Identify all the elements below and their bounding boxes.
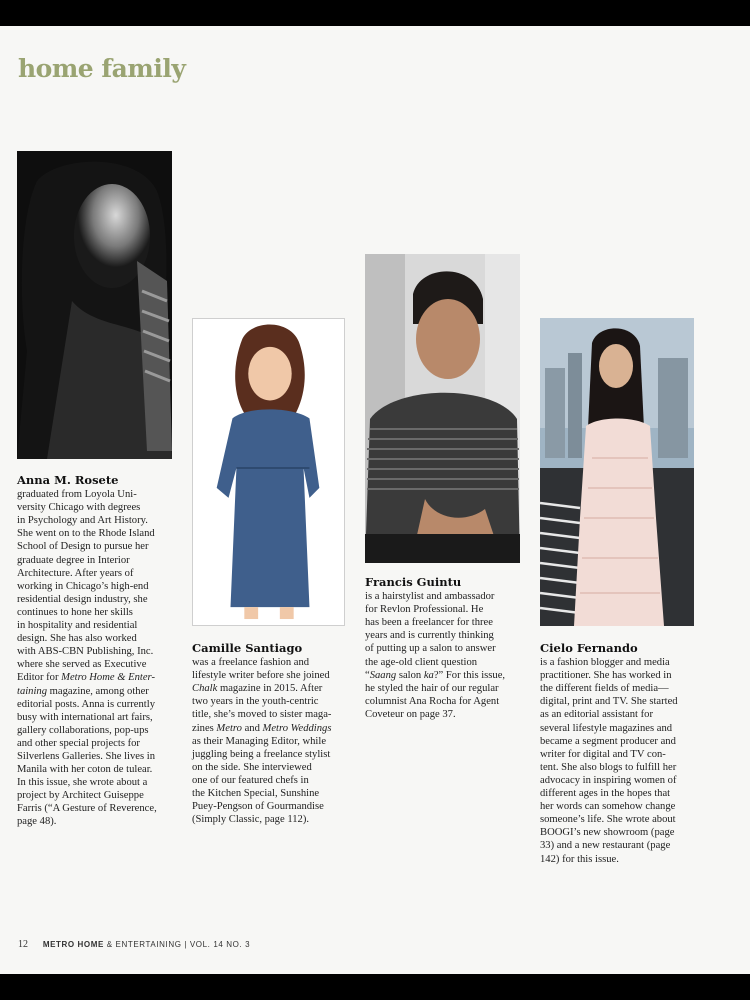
- bio-line: graduated from Loyola Uni-: [17, 489, 137, 501]
- bio-line: and other special projects for: [17, 737, 140, 749]
- bio-line: one of our featured chefs in: [192, 774, 309, 786]
- bio-line: 33) and a new restaurant (page: [540, 840, 671, 852]
- bio-line: zines Metro and Metro Weddings: [192, 722, 332, 734]
- contributor-name: Francis Guintu: [365, 575, 462, 589]
- bio-line: graduate degree in Interior: [17, 554, 130, 566]
- contributor-name: Cielo Fernando: [540, 641, 638, 655]
- bio-line: writer for digital and TV con-: [540, 748, 666, 760]
- magazine-page: [0, 26, 750, 974]
- bio-line: on the side. She interviewed: [192, 761, 312, 773]
- bio-line: he styled the hair of our regular: [365, 682, 499, 694]
- bio-line: Editor for Metro Home & Enter-: [17, 672, 155, 684]
- bio-line: taining magazine, among other: [17, 685, 149, 697]
- bio-line: Architecture. After years of: [17, 567, 134, 579]
- bio-line: (Simply Classic, page 112).: [192, 814, 310, 826]
- contributor-bio: [17, 488, 182, 828]
- bio-line: Manila with her coton de tulear.: [17, 764, 153, 776]
- bio-line: in hospitality and residential: [17, 620, 138, 632]
- bio-line: different ages in the hopes that: [540, 788, 671, 800]
- bio-line: as their Managing Editor, while: [192, 735, 327, 747]
- bio-line: her words can somehow change: [540, 801, 676, 813]
- bio-line: lifestyle writer before she joined: [192, 670, 330, 682]
- bio-line: continues to hone her skills: [17, 606, 133, 618]
- bio-line: In this issue, she wrote about a: [17, 777, 148, 789]
- bio-line: title, she’s moved to sister maga-: [192, 709, 332, 721]
- bio-anna-rosete: [17, 474, 182, 829]
- bio-line: BOOGI’s new showroom (page: [540, 827, 675, 839]
- bio-line: advocacy in inspiring women of: [540, 774, 677, 786]
- bio-line: two years in the youth-centric: [192, 696, 319, 708]
- bio-line: Farris (“A Gesture of Reverence,: [17, 803, 157, 815]
- magazine-name: METRO HOME: [42, 940, 104, 949]
- bio-line: where she served as Executive: [17, 659, 147, 671]
- page-number: 12: [18, 939, 28, 950]
- bio-line: as an editorial assistant for: [540, 709, 653, 721]
- bio-line: of putting up a salon to answer: [365, 643, 496, 655]
- bio-line: tent. She also blogs to fulfill her: [540, 761, 677, 773]
- bio-line: “Saang salon ka?” For this issue,: [365, 669, 506, 681]
- bio-line: Coveteur on page 37.: [365, 708, 456, 720]
- bio-line: was a freelance fashion and: [192, 657, 310, 669]
- bio-francis-guintu: [365, 576, 530, 721]
- bio-line: working in Chicago’s high-end: [17, 580, 149, 592]
- bio-line: the age-old client question: [365, 656, 478, 668]
- bio-line: Silverlens Galleries. She lives in: [17, 750, 155, 762]
- bio-line: Chalk magazine in 2015. After: [192, 683, 323, 695]
- bio-line: someone’s life. She wrote about: [540, 814, 676, 826]
- bio-line: with ABS-CBN Publishing, Inc.: [17, 646, 154, 658]
- bio-line: gallery collaborations, pop-ups: [17, 724, 149, 736]
- bio-line: years and is currently thinking: [365, 630, 494, 642]
- bio-line: the Kitchen Special, Sunshine: [192, 788, 320, 800]
- contributor-name: Camille Santiago: [192, 641, 303, 655]
- bio-line: in Psychology and Art History.: [17, 515, 148, 527]
- bio-line: digital, print and TV. She started: [540, 696, 678, 708]
- contributor-name: Anna M. Rosete: [17, 473, 119, 487]
- issue-info: | VOL. 14 NO. 3: [184, 940, 251, 949]
- bio-line: is a hairstylist and ambassador: [365, 591, 495, 603]
- photo-camille-santiago: [192, 318, 345, 626]
- photo-cielo-fernando: [540, 318, 694, 626]
- bio-line: Puey-Pengson of Gourmandise: [192, 801, 324, 813]
- bio-line: residential design industry, she: [17, 593, 148, 605]
- contributor-bio: [192, 656, 357, 826]
- bio-line: design. She has also worked: [17, 633, 137, 645]
- contributor-bio: [540, 656, 705, 866]
- bio-line: for Revlon Professional. He: [365, 604, 484, 616]
- bio-line: page 48).: [17, 816, 57, 828]
- bio-line: She went on to the Rhode Island: [17, 528, 155, 540]
- contributor-bio: [365, 590, 530, 721]
- magazine-name-rest: & ENTERTAINING: [106, 940, 182, 949]
- photo-francis-guintu: [365, 254, 520, 563]
- bio-line: juggling being a freelance stylist: [192, 748, 331, 760]
- section-title: home family: [18, 54, 186, 83]
- bio-line: several lifestyle magazines and: [540, 722, 673, 734]
- bio-line: columnist Ana Rocha for Agent: [365, 695, 500, 707]
- bio-line: 142) for this issue.: [540, 853, 619, 865]
- bio-line: busy with international art fairs,: [17, 711, 153, 723]
- bio-line: the different fields of media—: [540, 683, 669, 695]
- bio-line: project by Architect Guiseppe: [17, 790, 144, 802]
- bio-line: versity Chicago with degrees: [17, 502, 141, 514]
- page-footer: [18, 939, 250, 950]
- bio-cielo-fernando: [540, 642, 705, 866]
- bio-line: School of Design to pursue her: [17, 541, 149, 553]
- bio-line: became a segment producer and: [540, 735, 676, 747]
- bio-line: has been a freelancer for three: [365, 617, 493, 629]
- bio-line: editorial posts. Anna is currently: [17, 698, 155, 710]
- bio-line: is a fashion blogger and media: [540, 657, 670, 669]
- bio-camille-santiago: [192, 642, 357, 826]
- bio-line: practitioner. She has worked in: [540, 670, 672, 682]
- photo-anna-rosete: [17, 151, 172, 459]
